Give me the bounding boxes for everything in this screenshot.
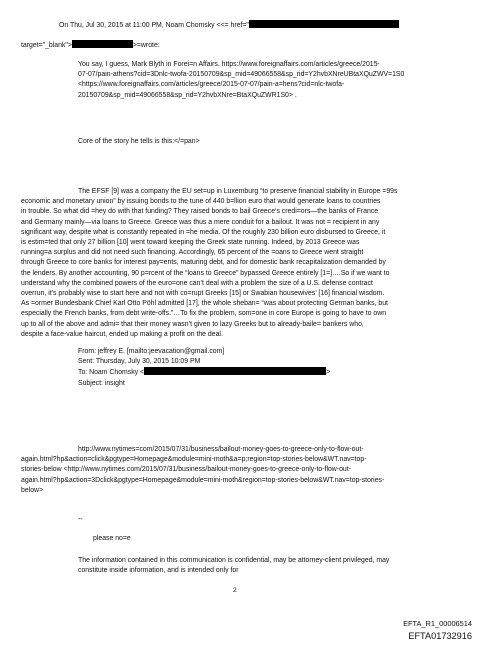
text-line: below> (21, 486, 44, 494)
text-line: stories-below <http://www.nytimes.com/2015/07/31/business/bailout-money-goes-to-greece-only-to-flow-out- (21, 466, 351, 474)
please-note: please no=e (93, 535, 131, 542)
redaction-bar (72, 40, 133, 48)
text-line: is estim=ted that only 27 billion [10] went toward keeping the Greek state running. Indeed, by 2013 Greece was (21, 239, 360, 247)
intro-paragraph (78, 60, 404, 101)
redaction-bar (249, 20, 399, 28)
bates-number-primary: EFTA_R1_00006514 (403, 619, 472, 628)
signature-dashes: -- (78, 516, 83, 523)
redaction-bar (144, 367, 326, 375)
confidentiality-notice (78, 556, 389, 576)
text-line: and Germany mainly—via loans to Greece. Greece was thus a mere conduit for a bailout. It was not = recipient in any (21, 218, 380, 226)
reply-header (59, 20, 399, 31)
subject-line: Subject: insight (78, 379, 125, 387)
text-line: again.html?hp&action=3Dclick&pgtype=Homepage&module=mini-moth&region=top-stories-below&WT.nav=top-stories- (21, 476, 385, 484)
text-line: understand why the combined powers of the euro=one can’t deal with a problem the size of a U.S. defense contract (21, 279, 373, 287)
sent-line: Sent: Thursday, July 30, 2015 10:09 PM (78, 358, 201, 366)
text-line: the lenders. By another accounting, 90 p=rcent of the “loans to Greece” bypassed Greece entirely [1=]….So if we want to (21, 269, 390, 277)
text-line: through Greece to core banks for interest pay=ents, maturing debt, and for domestic bank recapitalization demanded by (21, 259, 386, 267)
text-line: The EFSF [9] was a company the EU set=up in Luxemburg “to preserve financial stability in Europe =99s (78, 188, 398, 195)
text-line: overrun, it’s probably wise to start here and not with co=rupt Greeks [15] or Swabian housewives’ [16] financial wisdom. (21, 290, 385, 298)
text-line: significant way, despite what is constantly repeated in =he media. Of the roughly 230 billion euro disbursed to Greece, it (21, 228, 386, 236)
text-line: http://www.nytimes=com/2015/07/31/business/bailout-money-goes-to-greece-only-to-flow-out- (78, 446, 364, 453)
forward-header (78, 347, 330, 389)
efsf-paragraph (21, 187, 476, 340)
text-line: again.html?hp&action=click&pgtype=Homepage&module=mini-moth&a=p;region=top-stories-below&WT.nav=top- (21, 456, 367, 464)
text-line: constitute inside information, and is intended only for (78, 567, 239, 575)
text-line: running=a surplus and did not need such financing. Accordingly, 65 percent of the =oans to Greece went straight (21, 249, 364, 257)
text-line: <https://www.foreignaffairs.com/articles/greece/2015-07-07/pain-a=hens?cid=nlc-twofa- (78, 81, 345, 89)
text-line: in trouble. So what did =hey do with that funding? They raised bonds to bail Greece’s credi=ors—the banks of France (21, 208, 379, 216)
to-line: To: Noam Chomsky < > (78, 369, 331, 377)
link-paragraph (21, 445, 476, 496)
reply-header-2: target="_blank"> >=wrote: (21, 42, 160, 49)
page-number: 2 (233, 587, 237, 594)
core-line: Core of the story he tells is this:</=pan> (78, 138, 200, 145)
text-line: despite a face-value haircut, ended up making a profit on the deal. (21, 330, 223, 338)
text-line: 20150709&sp_mid=49066558&sp_rid=Y2hvbXNre=BtaXQuZWR1S0> . (78, 91, 297, 99)
text-line: 07-07/pain-athens?cid=3Dnlc-twofa-20150709&sp_mid=49066558&sp_rid=Y2hvbXNreUBtaXQuZWV=1S0 (78, 71, 405, 79)
text-line: As =ormer Bundesbank Chief Karl Otto Pöhl admitted [17], the whole sheban= “was about protecting German banks, but (21, 300, 388, 308)
text-line: You say, I guess, Mark Blyth in Forei=n Affairs. https://www.foreignaffairs.com/articles/greece/2015- (78, 61, 380, 68)
text-line: The information contained in this communication is confidential, may be attorney-client privileged, may (78, 557, 390, 564)
reply-header-line1: On Thu, Jul 30, 2015 at 11:00 PM, Noam Chomsky <<= href=" (59, 22, 249, 29)
text-line: especially the French banks, from debt write-offs.”…To fix the problem, som=one in core Europe is going to have to own (21, 310, 387, 318)
text-line: economic and monetary union” by issuing bonds to the tune of 440 b=llion euro that would generate loans to countries (21, 198, 381, 206)
text-line: up to all of the above and admi= that their money wasn’t given to lazy Greeks but to already-baile= bankers who, (21, 320, 364, 328)
from-line: From: jeffrey E. [mailto:jeevacation@gmail.com] (78, 348, 225, 355)
bates-number-secondary: EFTA01732916 (408, 631, 472, 641)
